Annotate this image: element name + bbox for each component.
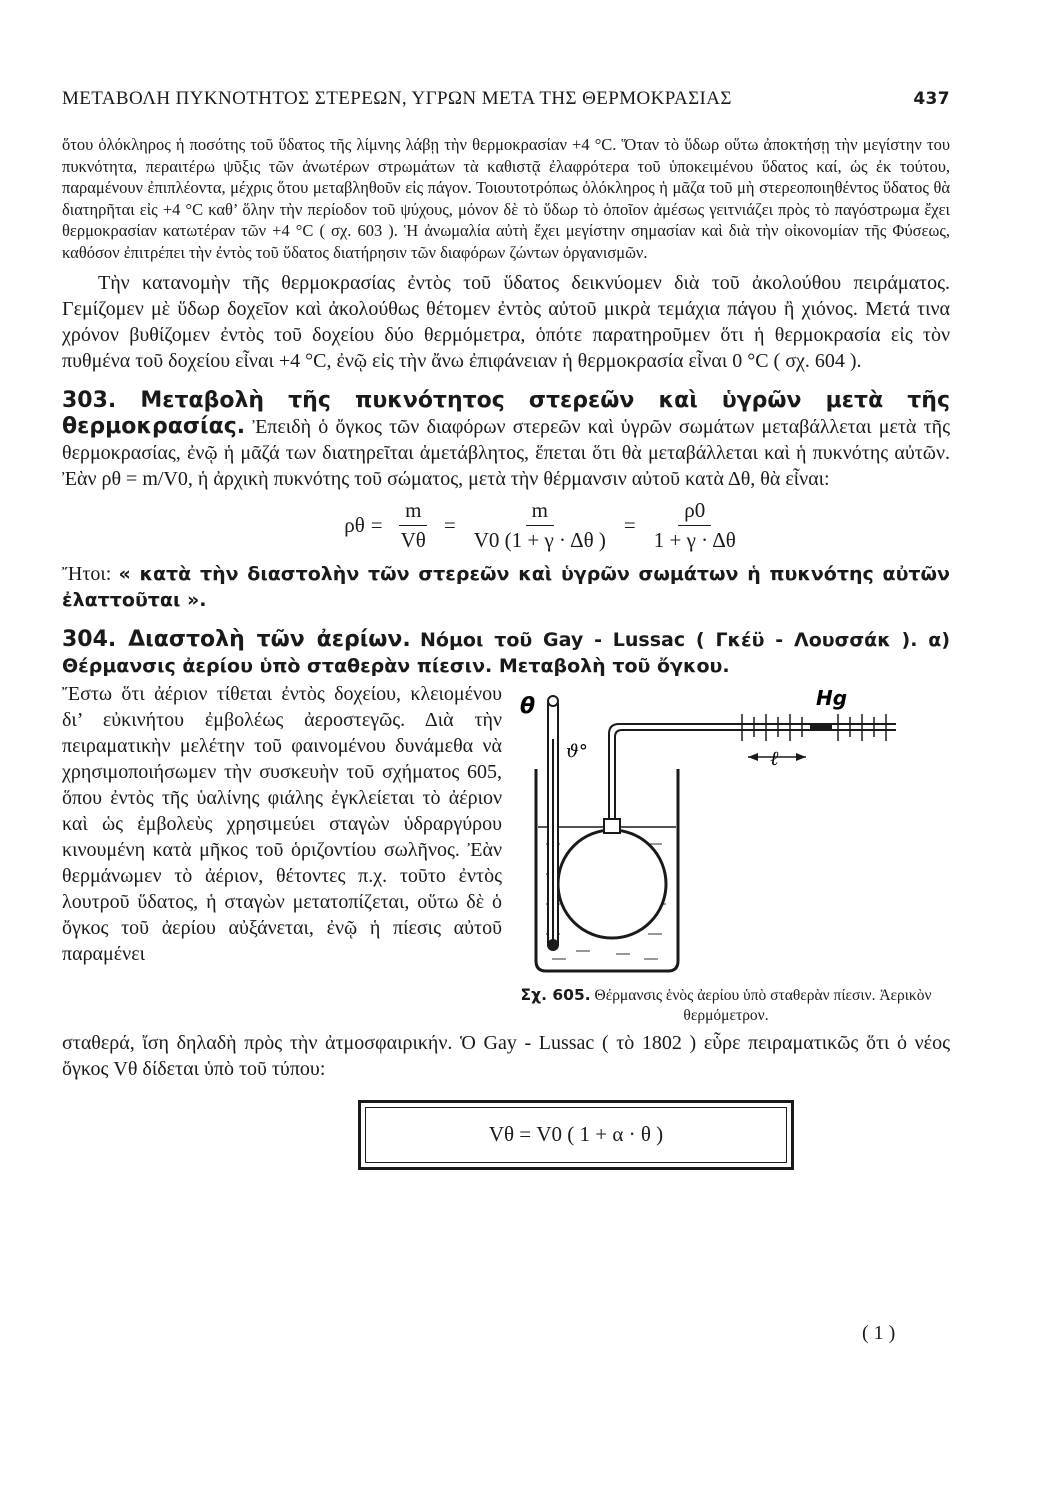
- flask-bulb: [558, 830, 666, 938]
- formula-lhs: ρθ: [344, 512, 365, 537]
- conclusion-bold: « κατὰ τὴν διαστολὴν τῶν στερεῶν καὶ ὑγρῶν σωμάτων ἡ πυκνότης αὐτῶν ἐλαττοῦται ».: [62, 562, 950, 611]
- fraction-1-denominator: Vθ: [400, 527, 426, 552]
- fraction-1-numerator: m: [399, 498, 427, 526]
- section-303-text: Ἐπειδὴ ὁ ὄγκος τῶν διαφόρων στερεῶν καὶ ὑγρῶν σωμάτων μεταβάλλεται μετὰ τῆς θερμοκρασίας, ἐνῷ ἡ μᾶζά των διατηρεῖται ἀμετάβλητος, ἕπεται ὅτι θὰ μεταβάλλεται καὶ ἡ πυκνότης αὐτῶν. Ἐὰν ρθ = m/V0, ἡ ἀρχικὴ πυκνότης τοῦ σώματος, μετὰ τὴν θέρμανσιν αὐτοῦ κατὰ Δθ, θὰ εἶναι:: [62, 415, 950, 490]
- section-304-text-continued: σταθερά, ἴση δηλαδὴ πρὸς τὴν ἀτμοσφαιρικήν. Ὁ Gay - Lussac ( τὸ 1802 ) εὗρε πειραματικῶς ὅτι ὁ νέος ὄγκος Vθ δίδεται ὑπὸ τοῦ τύπου:: [62, 1031, 950, 1080]
- section-304-heading: [62, 627, 950, 679]
- figure-605-caption: [516, 985, 936, 1026]
- formula-fraction-1: [395, 498, 432, 553]
- formula-fraction-2: [468, 498, 612, 553]
- fraction-3-denominator: 1 + γ · Δθ: [653, 527, 736, 552]
- section-304-heading-a: 304. Διαστολὴ τῶν ἀερίων.: [62, 626, 411, 652]
- formula-eq-2: =: [443, 512, 456, 537]
- equation-number: ( 1 ): [862, 1322, 896, 1344]
- horizontal-tube-outer: [609, 724, 896, 819]
- label-theta: θ: [520, 693, 536, 719]
- page: [62, 88, 950, 1170]
- figure-row: [62, 679, 950, 1026]
- section-303-conclusion: [62, 561, 950, 613]
- fraction-3-numerator: ρ0: [678, 498, 711, 526]
- section-303-heading: 303. Μεταβολὴ τῆς πυκνότητος στερεῶν καὶ ὑγρῶν μετὰ τῆς θερμοκρασίας.: [62, 387, 950, 439]
- density-formula: [142, 498, 950, 553]
- boxed-formula: [358, 1100, 794, 1170]
- intro-paragraph: ὅτου ὁλόκληρος ἡ ποσότης τοῦ ὕδατος τῆς λίμνης λάβῃ τὴν θερμοκρασίαν +4 °C. Ὅταν τὸ ὕδωρ οὕτω ἀποκτήσῃ τὴν μεγίστην του πυκνότητα, περαιτέρω ψῦξις τῶν ἀνωτέρων στρωμάτων τὰ καθιστᾷ ἐλαφρότερα τοῦ ὑποκειμένου ὕδατος καί, ὡς ἐκ τούτου, παραμένουν ἐπιπλέοντα, μέχρις ὅτου μεταβληθοῦν εἰς πάγον. Τοιουτοτρόπως ὁλόκληρος ἡ μᾶζα τοῦ μὴ στερεοποιηθέντος ὕδατος θὰ διατηρῆται εἰς +4 °C καθ’ ὅλην τὴν περίοδον τοῦ ψύχους, μόνον δὲ τὸ ὕδωρ τὸ ὁποῖον ἀμέσως γειτνιάζει πρὸς τὸ παγόστρωμα ἔχει θερμοκρασίαν κατωτέραν τῶν +4 °C ( σχ. 603 ). Ἡ ἀνωμαλία αὐτὴ ἔχει μεγίστην σημασίαν καὶ διὰ τὴν οἰκονομίαν τῆς Φύσεως, καθόσον ἐπιτρέπει τὴν ἐντὸς τοῦ ὕδατος διατήρησιν τῶν διαφόρων ζώντων ὀργανισμῶν.: [62, 135, 950, 262]
- fraction-2-numerator: m: [526, 498, 554, 526]
- conclusion-prefix: Ἤτοι:: [62, 562, 112, 585]
- header-title: ΜΕΤΑΒΟΛΗ ΠΥΚΝΟΤΗΤΟΣ ΣΤΕΡΕΩΝ, ΥΓΡΩΝ ΜΕΤΑ ΤΗΣ ΘΕΡΜΟΚΡΑΣΙΑΣ: [62, 88, 732, 109]
- gas-thermometer-diagram: [516, 679, 936, 979]
- label-theta-deg: ϑ°: [566, 740, 588, 762]
- formula-eq-1: =: [370, 512, 383, 537]
- mercury-drop: [810, 724, 832, 730]
- running-header: [62, 88, 950, 110]
- label-hg: Hg: [816, 685, 848, 710]
- fraction-2-denominator: V0 (1 + γ · Δθ ): [473, 527, 606, 552]
- paragraph-temperature-distribution: Τὴν κατανομὴν τῆς θερμοκρασίας ἐντὸς τοῦ ὕδατος δεικνύομεν διὰ τοῦ ἀκολούθου πειράματος. Γεμίζομεν μὲ ὕδωρ δοχεῖον καὶ ἀκολούθως θέτομεν ἐντὸς αὐτοῦ μικρὰ τεμάχια πάγου ἢ χιόνος. Μετά τινα χρόνον βυθίζομεν ἐντὸς τοῦ δοχείου δύο θερμόμετρα, ὁπότε παρατηροῦμεν ὅτι ἡ θερμοκρασία εἰς τὸν πυθμένα τοῦ δοχείου εἶναι +4 °C, ἐνῷ εἰς τὴν ἄνω ἐπιφάνειαν ἡ θερμοκρασία εἶναι 0 °C ( σχ. 604 ).: [62, 271, 950, 372]
- formula-eq-3: =: [623, 512, 636, 537]
- flask-neck: [604, 819, 620, 833]
- label-length: ℓ: [770, 745, 779, 770]
- figure-605: [516, 679, 936, 1026]
- section-304-heading-b: Νόμοι τοῦ Gay - Lussac ( Γκέϋ - Λουσσάκ ). α) Θέρμανσις ἀερίου ὑπὸ σταθερὰν πίεσιν. Μεταβολὴ τοῦ ὄγκου.: [62, 628, 951, 677]
- caption-text: Θέρμανσις ἑνὸς ἀερίου ὑπὸ σταθερὰν πίεσιν. Ἀερικὸν θερμόμετρον.: [594, 986, 932, 1024]
- section-304-text: Ἔστω ὅτι ἀέριον τίθεται ἐντὸς δοχείου, κλειομένου δι’ εὐκινήτου ἐμβολέως ἀεροστεγῶς. Διὰ τὴν πειραματικὴν μελέτην τοῦ φαινομένου δυνάμεθα νὰ χρησιμοποιήσωμεν τὴν συσκευὴν τοῦ σχήματος 605, ὅπου ἐντὸς τῆς ὑαλίνης φιάλης ἐγκλείεται τὸ ἀέριον καὶ ὡς ἐμβολεὺς χρησιμεύει σταγὼν ὑδραργύρου κινουμένη κατὰ μῆκος τοῦ ὁριζοντίου σωλῆνος. Ἐὰν θερμάνωμεν τὸ ἀέριον, θέτοντες π.χ. τοῦτο ἐντὸς λουτροῦ ὕδατος, ἡ σταγὼν μετατοπίζεται, οὕτω δὲ ὁ ὄγκος τοῦ ἀερίου αὐξάνεται, ἐνῷ ἡ πίεσις αὐτοῦ παραμένει: [62, 682, 502, 965]
- section-303: [62, 388, 950, 492]
- horizontal-tube-inner: [615, 730, 896, 819]
- formula-fraction-3: [648, 498, 742, 553]
- caption-label: Σχ. 605.: [520, 985, 591, 1004]
- page-number: 437: [913, 89, 950, 109]
- boxed-formula-inner: Vθ = V0 ( 1 + α · θ ): [365, 1107, 787, 1163]
